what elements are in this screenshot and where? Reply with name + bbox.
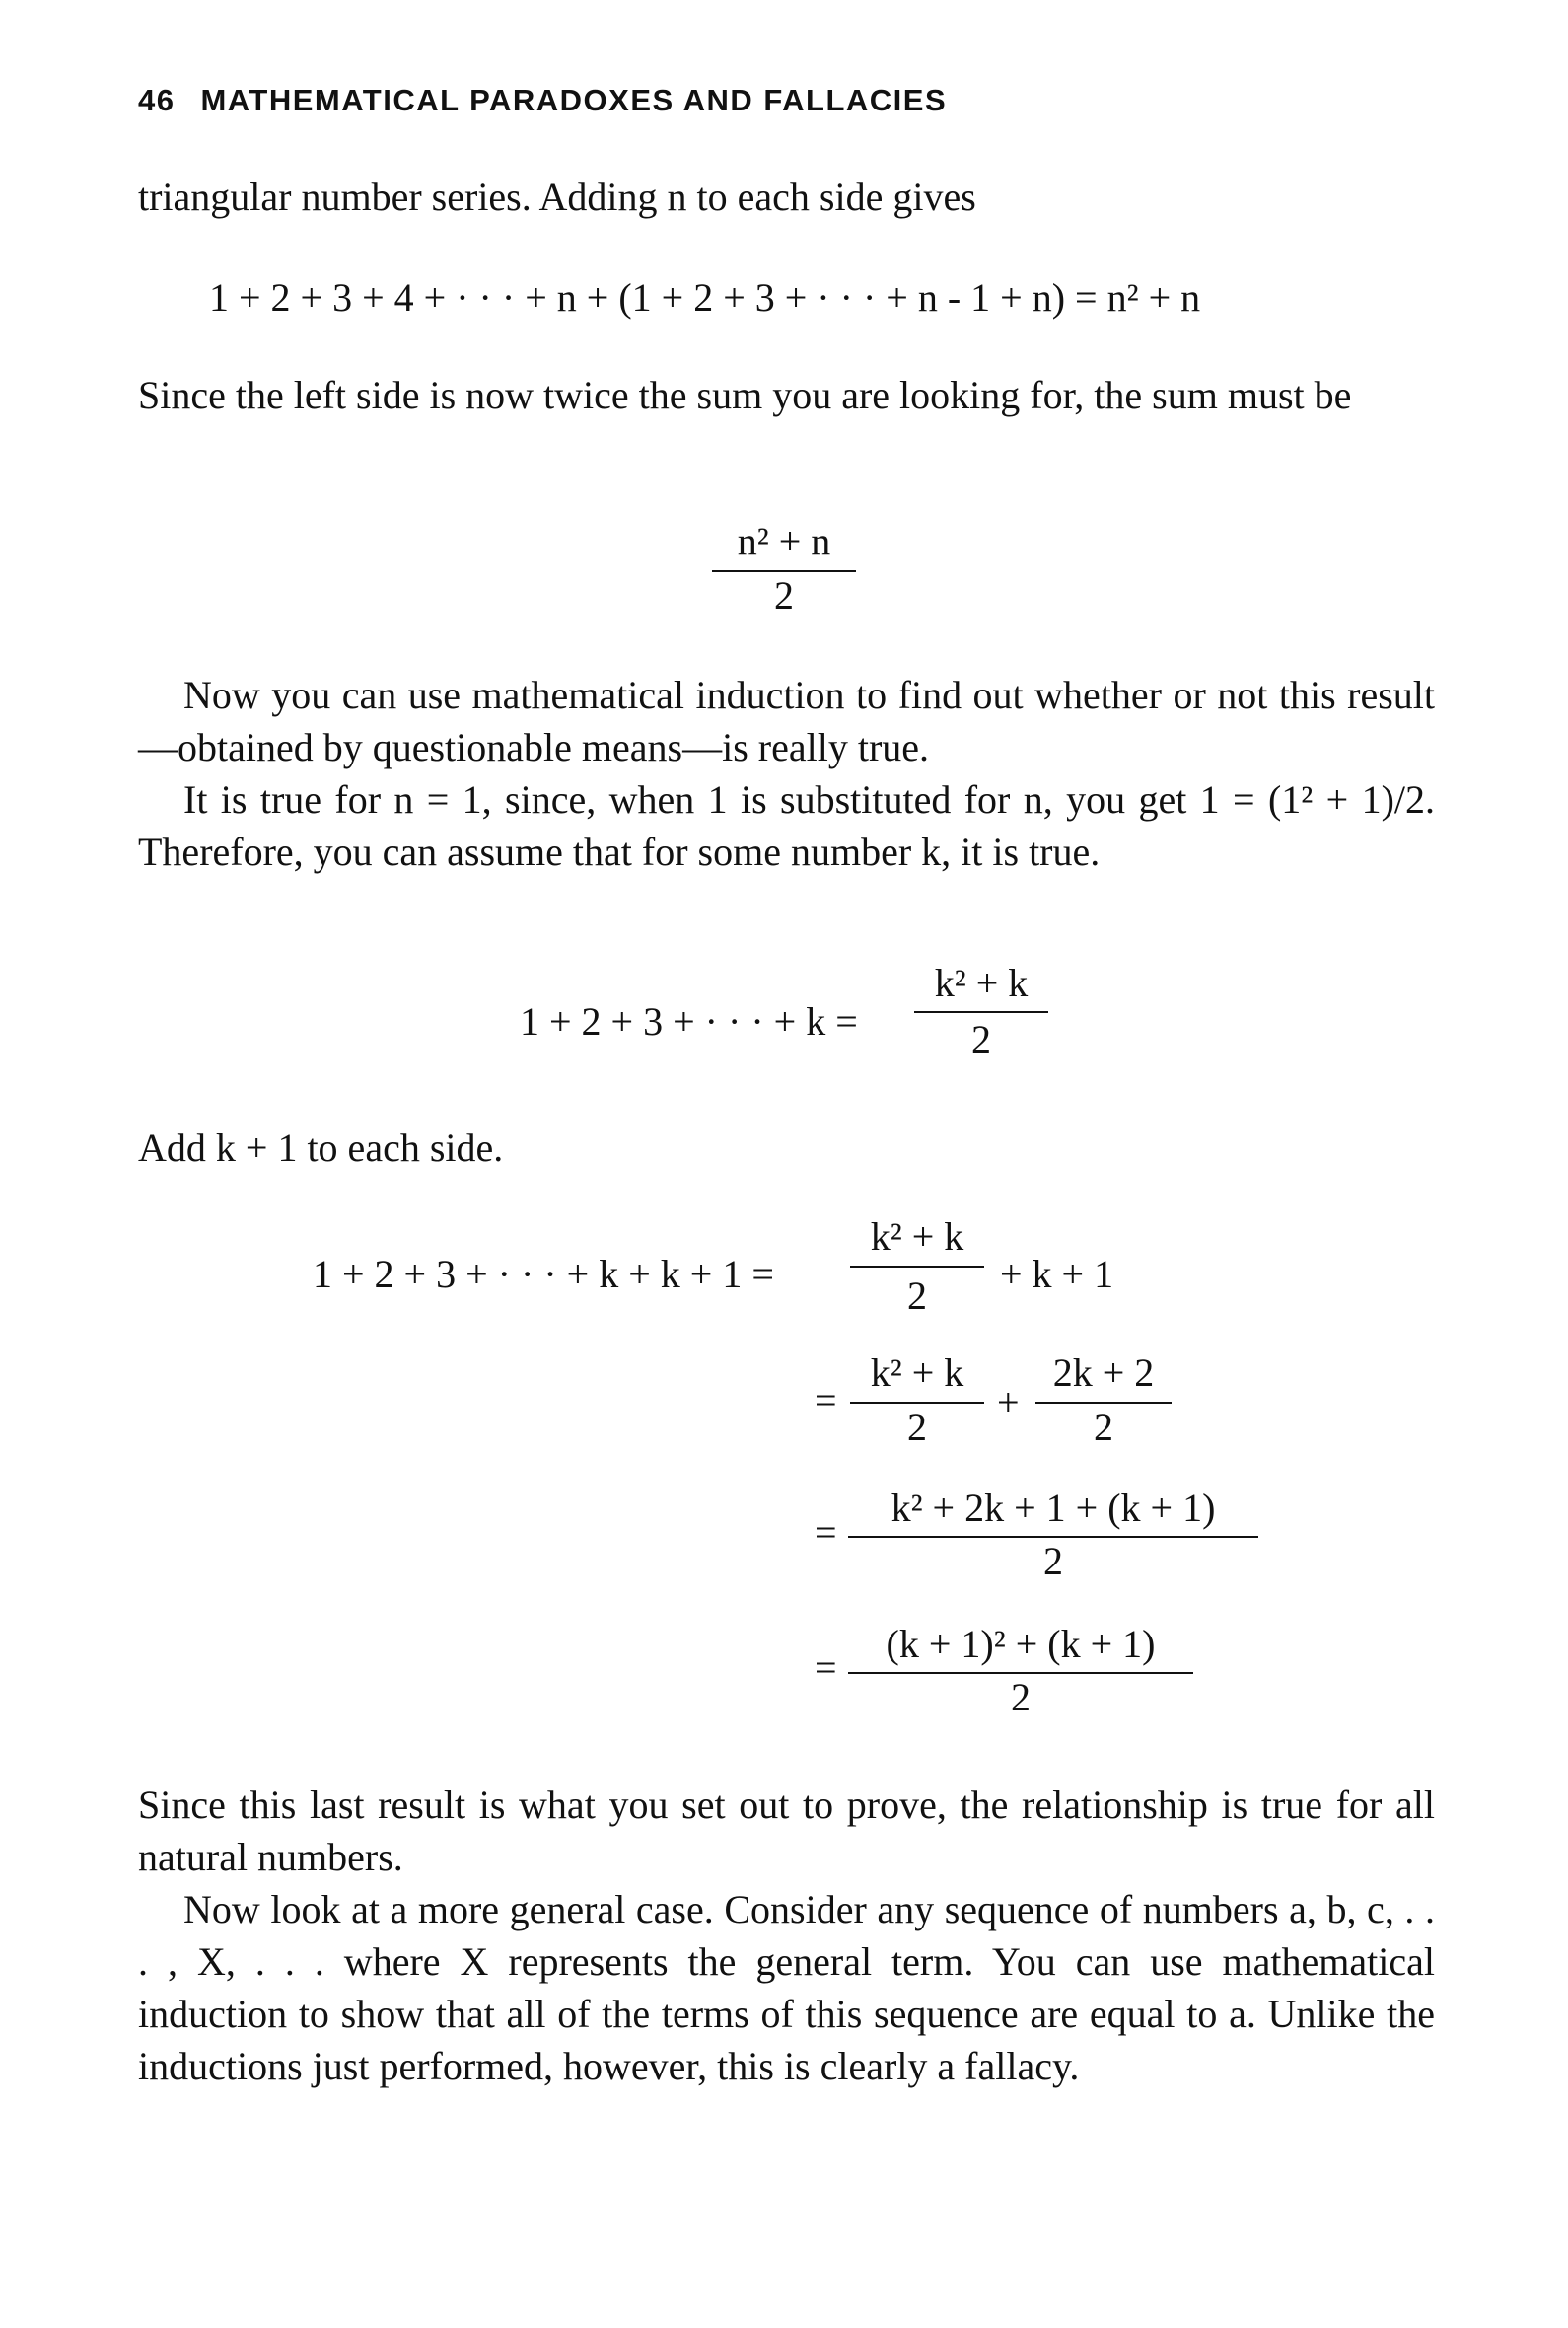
running-title: MATHEMATICAL PARADOXES AND FALLACIES (200, 83, 948, 117)
paragraph-2: Since the left side is now twice the sum you are looking for, the sum must be (138, 373, 1352, 417)
equation-3-line2-plus: + (997, 1380, 1020, 1424)
equation-3-line4-equals: = (815, 1645, 837, 1690)
equation-3-line2-numerator-b: 2k + 2 (1052, 1350, 1155, 1395)
equation-3-lhs: 1 + 2 + 3 + · · · + k + k + 1 = (313, 1252, 774, 1296)
equation-2-numerator: k² + k (934, 961, 1029, 1005)
paragraph-3: Now you can use mathematical induction to find out whether or not this result—obtained by questionable means—is really true. (138, 673, 1435, 769)
equation-3-line2-equals: = (815, 1378, 837, 1422)
running-header (138, 83, 947, 118)
equation-3-line4-numerator: (k + 1)² + (k + 1) (886, 1622, 1156, 1666)
equation-2-lhs: 1 + 2 + 3 + · · · + k = (520, 999, 858, 1044)
equation-2-denominator: 2 (971, 1017, 991, 1061)
equation-3-line1-denominator: 2 (907, 1273, 927, 1318)
equation-3-line3-numerator: k² + 2k + 1 + (k + 1) (891, 1486, 1216, 1530)
equation-1: 1 + 2 + 3 + 4 + · · · + n + (1 + 2 + 3 + · · · + n - 1 + n) = n² + n (209, 275, 1201, 320)
equation-3-line2-numerator-a: k² + k (870, 1350, 964, 1395)
fraction-1-denominator: 2 (774, 573, 794, 618)
equation-3-line1-bar (850, 1266, 984, 1268)
paragraph-7: Now look at a more general case. Consider any sequence of numbers a, b, c, . . . , X, . . . where X represents the general term. You can use mathematical induction to show that all of the terms of this sequence are equal to a. Unlike the inductions just performed, however, this is clearly a fallacy. (138, 1887, 1435, 2088)
paragraph-6: Since this last result is what you set out to prove, the relationship is true for all natural numbers. (138, 1782, 1435, 1879)
paragraph-4: It is true for n = 1, since, when 1 is substituted for n, you get 1 = (1² + 1)/2. Therefore, you can assume that for some number k, it is true. (138, 777, 1435, 874)
equation-3-line3-equals: = (815, 1510, 837, 1555)
fraction-1-numerator: n² + n (737, 519, 831, 563)
equation-3-line4-denominator: 2 (1011, 1675, 1031, 1719)
equation-2-bar (914, 1011, 1048, 1013)
equation-3-line2-denominator-b: 2 (1094, 1405, 1113, 1449)
page-number: 46 (138, 83, 176, 117)
equation-3-line1-numerator: k² + k (870, 1214, 964, 1259)
paragraph-1: triangular number series. Adding n to each side gives (138, 175, 976, 219)
equation-3-line2-denominator-a: 2 (907, 1405, 927, 1449)
paragraph-5: Add k + 1 to each side. (138, 1126, 504, 1170)
equation-3-line3-denominator: 2 (1043, 1539, 1063, 1583)
equation-3-line1-tail: + k + 1 (1000, 1252, 1114, 1296)
